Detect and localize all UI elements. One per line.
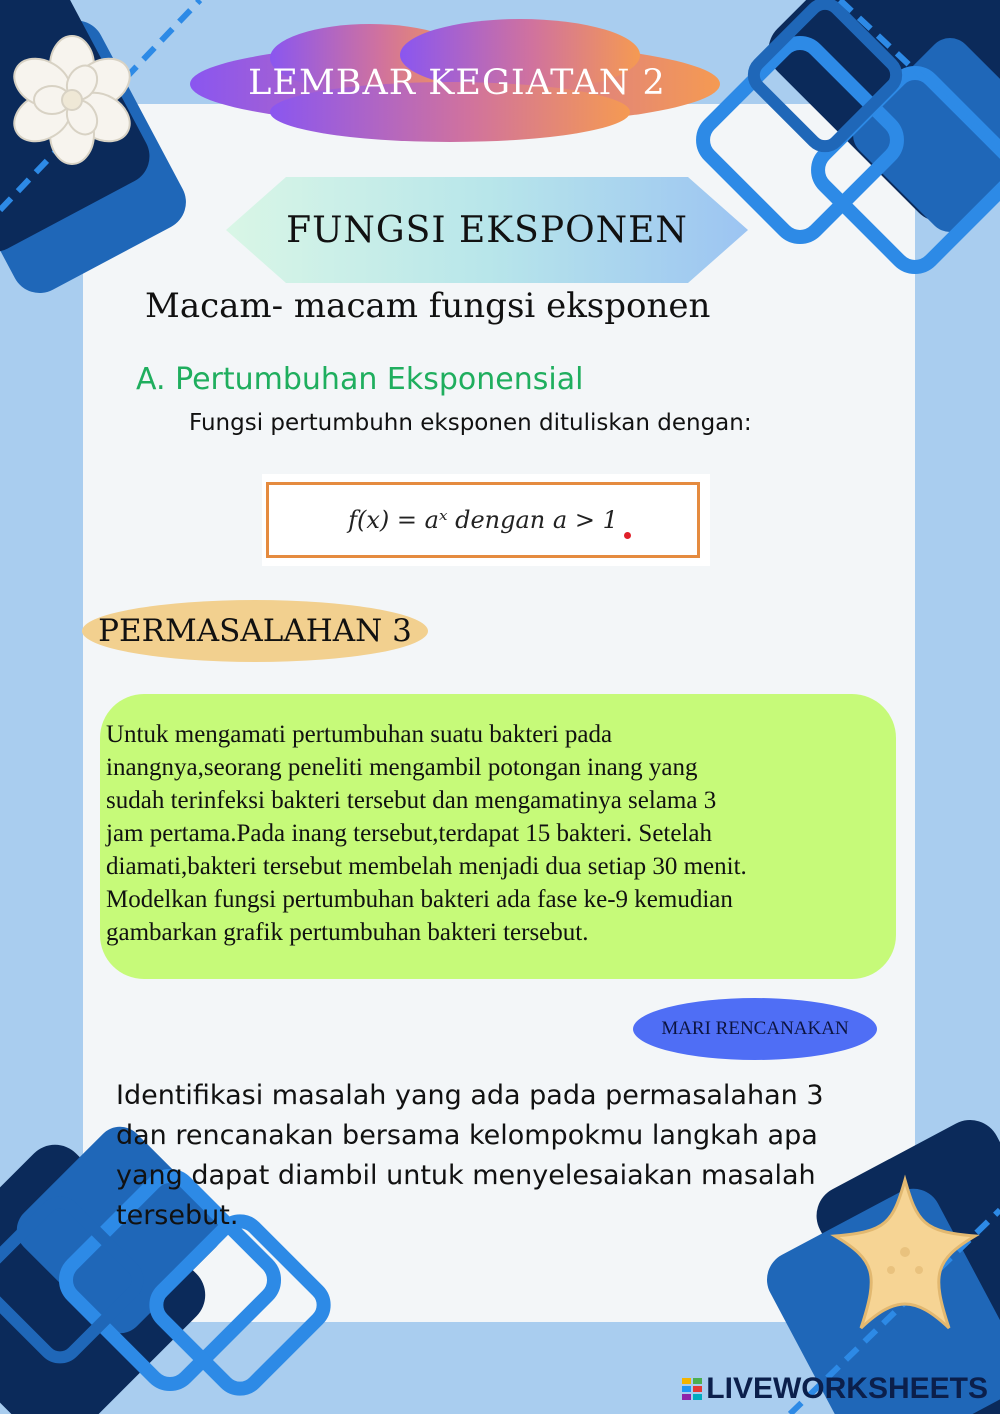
problem-label: PERMASALAHAN 3	[82, 600, 428, 662]
instruction-line: Identifikasi masalah yang ada pada permasalahan 3	[116, 1080, 824, 1111]
formula-text: f(x) = aˣ dengan a > 1	[348, 506, 618, 534]
problem-line: Modelkan fungsi pertumbuhan bakteri ada fase ke-9 kemudian	[106, 886, 733, 913]
formula-image	[262, 474, 710, 566]
section-a-heading: A. Pertumbuhan Eksponensial	[136, 362, 584, 397]
instruction-line: yang dapat diambil untuk menyelesaiakan masalah	[116, 1160, 816, 1191]
instruction-line: tersebut.	[116, 1200, 239, 1231]
page-heading: Macam- macam fungsi eksponen	[145, 286, 711, 326]
problem-line: inangnya,seorang peneliti mengambil potongan inang yang	[106, 754, 698, 781]
problem-line: jam pertama.Pada inang tersebut,terdapat 15 bakteri. Setelah	[106, 820, 713, 847]
problem-line: gambarkan grafik pertumbuhan bakteri tersebut.	[106, 919, 589, 946]
worksheet-title: LEMBAR KEGIATAN 2	[248, 63, 666, 103]
liveworksheets-logo-icon	[682, 1378, 702, 1400]
instruction-text	[116, 1076, 836, 1236]
brand-text: LIVEWORKSHEETS	[706, 1372, 988, 1405]
mari-rencanakan-button[interactable]: MARI RENCANAKAN	[633, 998, 877, 1060]
formula-frame	[266, 482, 700, 558]
instruction-line: dan rencanakan bersama kelompokmu langkah apa	[116, 1120, 818, 1151]
worksheet-subtitle: FUNGSI EKSPONEN	[286, 209, 688, 251]
red-dot-marker	[624, 532, 631, 539]
problem-card	[100, 694, 896, 979]
problem-text	[106, 718, 892, 949]
intro-text: Fungsi pertumbuhn eksponen dituliskan dengan:	[189, 410, 752, 436]
problem-line: sudah terinfeksi bakteri tersebut dan mengamatinya selama 3	[106, 787, 717, 814]
problem-line: diamati,bakteri tersebut membelah menjadi dua setiap 30 menit.	[106, 853, 747, 880]
liveworksheets-brand[interactable]	[682, 1372, 988, 1406]
top-left-blocks	[0, 0, 200, 303]
problem-line: Untuk mengamati pertumbuhan suatu bakteri pada	[106, 721, 613, 748]
